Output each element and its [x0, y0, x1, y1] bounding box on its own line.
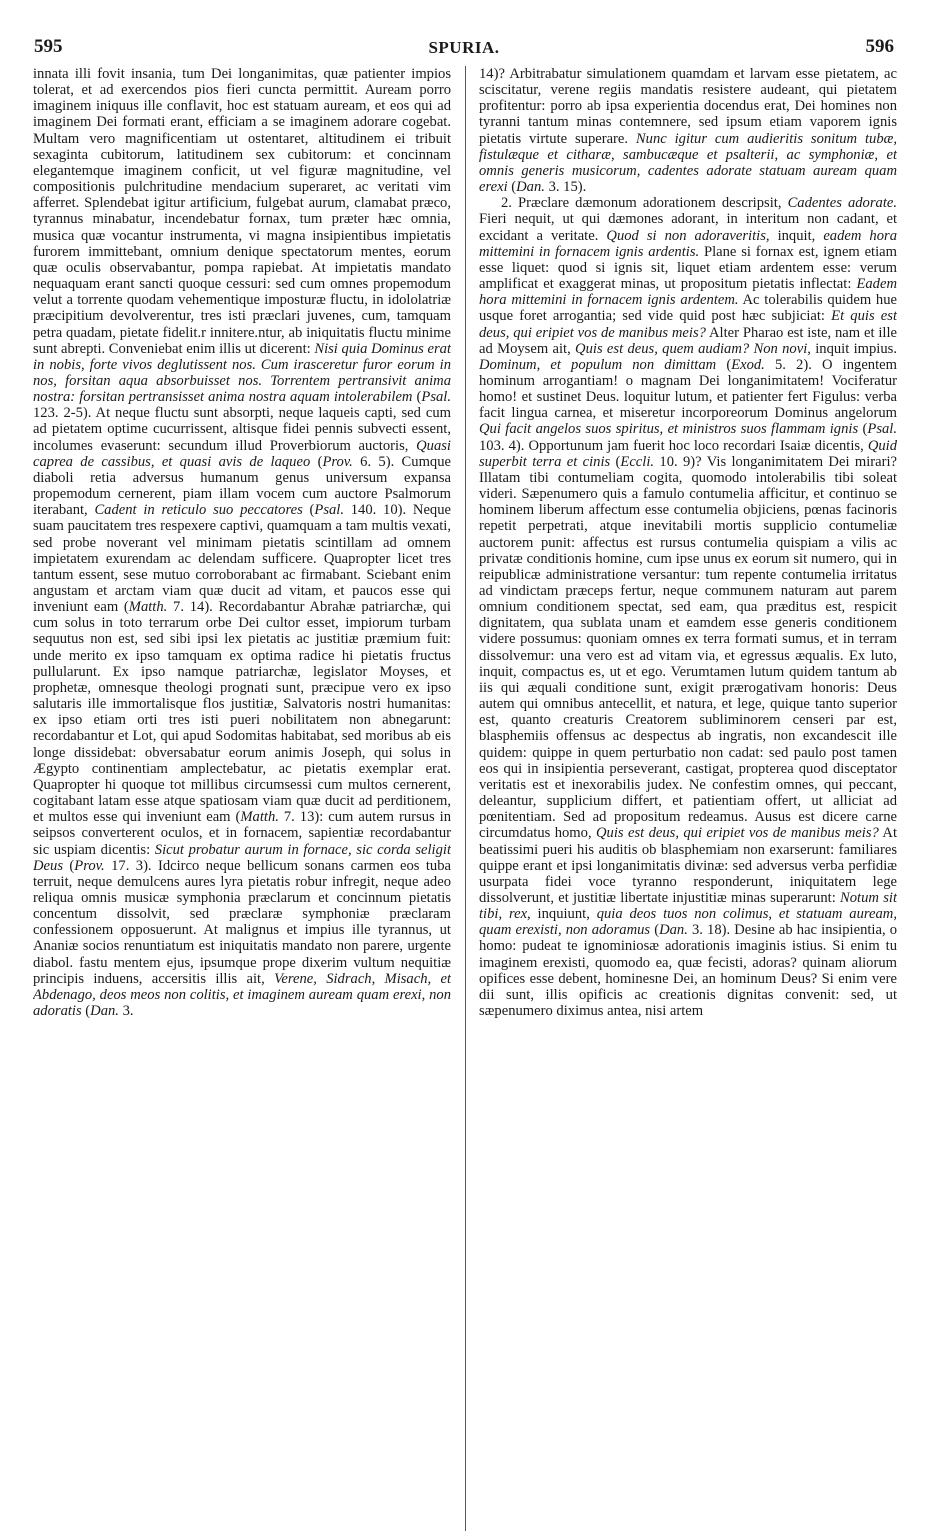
text-segment: Fieri nequit, ut qui dæmones adorant, in interitum non cadant, et excidant a veritate. [479, 211, 897, 244]
text-segment: ( [63, 857, 75, 874]
text-segment: 140. 10). Neque suam paucitatem tres respexere captivi, quamquam a tam multis vexati, sed probe noverant vel minimam pietatis scintillam ad omnem impietatem exurendam ac delendam sufficere. Quapropter licet tres tantum essent, sese mutuo corroborabant ac firmabant. Sciebant enim angustam et arctam viam quæ ducit ad vitam, et paucos esse qui inveniunt eam ( [33, 502, 451, 616]
left-column [33, 66, 451, 1534]
column-divider [465, 66, 466, 1531]
italic-segment: Matth. [128, 599, 168, 616]
italic-segment: Dan. [659, 922, 688, 939]
italic-segment: Matth. [240, 809, 279, 826]
italic-segment: Quod si non adoraveritis, [606, 227, 770, 244]
text-segment: ( [412, 389, 422, 406]
text-segment: Plane si fornax est, ignem etiam esse liquet: quod si ignis sit, liquet etiam ardentem esse: verum amplificat et exaggerat minas, ut propositum pietatis inflectat: [479, 243, 897, 293]
left-column-text [33, 66, 451, 1019]
text-segment: 10. 9)? Vis longanimitatem Dei mirari? Illatam tibi contumeliam cogita, quomodo intolerabilis tibi soleat videri. Sæpenumero quis a famulo contumelia afficitur, et continuo se hominem liberum affectum esse contumelia objiciens, pœnas facinoris repetit perpetrati, atque inevitabili mortis supplicio contumeliæ auctorem punit: affectus est rursus contumelia quispiam a vilis ac privatæ conditionis homine, cum ipse unus ex eorum sit numero, qui in reipublicæ administratione versantur: tum repente contumelia irritatus ad vindictam præceps fertur, neque communem naturam aut parem omnium conditionem spectat, sed eam, qua præditus est, respicit dignitatem, qua sublata unam et eamdem esse generis conditionem videre possumus: quoniam omnes ex terra formati sumus, et in terram dissolvemur: una vero est ad vitam via, et egressus æqualis. Ex luto, inquit, compactus es, ut et ego. Verumtamen lutum quidem tantum ab iis qui æquali conditione sunt, exigit prærogativam honoris: Deus autem qui omnibus antecellit, et natura, et lege, quique tanto superior est, quanto creaturis Creatorem subliminorem censeri par est, blasphemiis offensus ac despectus ab ingratis, non excandescit ille quidem: quippe in quem perturbatio non cadat: sed paulo post tamen eos qui in insipientia perseverant, castigat, propterea quod disceptator veritatis est et inexorabilis judex. Ne confestim omnes, qui peccant, deleantur, supplicium differt, et patientiam offert, ut alliciat ad pœnitentiam. Sed ad propositum redeamus. Ausus est dicere carne circumdatus homo, [479, 453, 897, 842]
italic-segment: Quasi caprea de cassibus, et quasi avis de laqueo [33, 437, 451, 470]
text-segment: 3. 15). [544, 179, 587, 196]
italic-segment: Qui facit angelos suos spiritus, et ministros suos flammam ignis [479, 421, 859, 438]
right-column [479, 66, 897, 1534]
italic-segment: Sicut probatur aurum in fornace, sic corda seligit Deus [33, 841, 451, 874]
italic-segment: Prov. [322, 453, 353, 470]
right-column-paragraph-1 [479, 66, 897, 195]
text-segment: inquit impius. [810, 340, 897, 357]
text-segment: 14)? Arbitrabatur simulationem quamdam et larvam esse pietatem, ac sciscitatur, verene regiis mandatis resistere audeant, qui pietatem profitentur: porro ab ipsa experientia docendus erat, Dei homines non tyranni tantum minas contemnere, sed ipsum etiam vaporem ignis pietatis virtute superare. [479, 66, 897, 147]
text-segment: 3. 18). Desine ab hac insipientia, o homo: pudeat te ignominiosæ adorationis imaginis istius. Si enim tu imaginem erexisti, quomodo ea, quæ fecisti, adoras? quinam aliorum opifices esse debent, hominesne Dei, an hominum Deus? Si enim vere dii sunt, illis opificis ac creationis dignitas convenit: sed, ut sæpenumero diximus antea, nisi artem [479, 922, 897, 1020]
text-segment: inquit, [769, 227, 824, 244]
italic-segment: Psal. [314, 502, 344, 519]
text-segment: innata illi fovit insania, tum Dei longanimitas, quæ patienter impios tolerat, et ad exercendos pios fieri cuncta permittit. Auream porro imaginem iniquus ille conflavit, hoc est statuam auream, et eos qui ad imaginem Dei formati erant, efficiam a se imaginem adorare cogebat. Multam vero magnificentiam ut ostentaret, altitudinem ei tribuit sexaginta cubitorum, latitudinem sex cubitorum: et concinnam elegantemque imaginem conficit, ut vel figuræ magnitudine, vel compositionis pulchritudine mendacium superaret, ac veritati vim afferret. Splendebat igitur artificium, fulgebat aurum, clamabat præco, tyrannus minabatur, incendebatur fornax, tum præter hæc omnia, musica quæ vocantur instrumenta, vi magna insipientibus impietatis furorem immittebant, omnium denique spectatorum mentes, eorum quæ oculis observabantur, pompa rapiebat. At impietatis mandato nequaquam erant sancti quoque cessuri: sed cum omnes propemodum velut a torrente quodam vehementique imposturæ fluctu, in idololatriæ præcipitium devolverentur, tres isti præclari juvenes, cum, tamquam petra quadam, pietate fidelit.r innitere.ntur, ab iniquitatis fluctu minime sunt abrepti. Conveniebat enim illis ut dicerent: [33, 66, 451, 357]
text-segment: 123. 2-5). At neque fluctu sunt absorpti, neque laqueis capti, sed cum ad pietatem optime cucurrissent, altisque fidei pennis subvecti essent, incolumes evaserunt: secundum illud Proverbiorum auctoris, [33, 405, 451, 454]
page-number-right: 596 [865, 36, 894, 57]
italic-segment: Psal. [421, 389, 451, 406]
text-segment: ( [650, 922, 660, 939]
page-header [34, 36, 894, 66]
text-segment: ( [81, 1003, 91, 1020]
italic-segment: Dan. [516, 179, 545, 196]
italic-segment: Et quis est deus, qui eripiet vos de manibus meis? [479, 308, 897, 341]
text-segment: inquiunt, [530, 906, 597, 923]
text-segment: 6. 5). Cumque diaboli retia adversus humanum genus universum expansa propemodum cernerent, piam illam vocem cum auctore Psalmorum iterabant, [33, 453, 451, 519]
italic-segment: eadem hora mittemini in fornacem ignis ardentis. [479, 227, 897, 260]
text-segment: 5. 2). O ingentem hominum arrogantiam! o magnam Dei longanimitatem! Vociferatur homo! et sustinet Deus. loquitur lutum, et patienter fert Figulus: verba facit lingua carnea, et miseretur incorporeorum Dominus angelorum [479, 356, 897, 422]
italic-segment: Quid superbit terra et cinis [479, 437, 897, 470]
italic-segment: Verene, Sidrach, Misach, et Abdenago, deos meos non colitis, et imaginem auream quam erexi, non adoratis [33, 970, 451, 1020]
text-segment: 103. 4). Opportunum jam fuerit hoc loco recordari Isaiæ dicentis, [479, 437, 868, 454]
page-number-left: 595 [34, 36, 63, 57]
text-segment: ( [507, 179, 517, 196]
text-segment: ( [858, 421, 868, 438]
text-segment: 2. Præclare dæmonum adorationem descripsit, [501, 195, 788, 212]
text-segment: Alter Pharao est iste, nam et ille ad Moysem ait, [479, 324, 897, 357]
italic-segment: quia deos tuos non colimus, et statuam auream, quam erexisti, non adoramus [479, 906, 897, 939]
text-segment: ( [716, 356, 732, 373]
italic-segment: Exod. [731, 356, 765, 373]
text-segment: ( [302, 502, 315, 519]
italic-segment: Quis est deus, qui eripiet vos de manibus meis? [596, 825, 879, 842]
text-segment: ( [310, 453, 323, 470]
italic-segment: Cadentes adorate. [787, 195, 897, 212]
text-segment: 7. 13): cum autem rursus in seipsos converterent oculos, et in fornacem, sapientiæ recordabantur sic uspiam dicentis: [33, 809, 451, 858]
text-segment: At beatissimi pueri his auditis ob blasphemiam non exarserunt: familiares quippe erant et ipsi longanimitatis divinæ: sed adversus verba perfidiæ usurpata fidei voce tyranno responderunt, iniquitatem lege dissolverunt, et justitiæ libertate injustitiæ minas superarunt: [479, 825, 897, 906]
text-segment: 7. 14). Recordabantur Abrahæ patriarchæ, qui cum solus in toto terrarum orbe Dei cultor esset, impiorum turbam sequutus non est, sed sibi ipsi lex pietatis ac justitiæ præmium fuit: unde merito ex ipso tamquam ex optima radice hi pietatis fructus pullularunt. Ex ipso namque patriarchæ, legislator Moyses, et prophetæ, omnesque theologi prognati sunt, præcipue vero ex ipso salutaris ille immortalisque flos justitiæ, Salvatoris nostri humanitas: ex ipso etiam orti tres isti pueri nobilitatem non abnegarunt: recordabantur et Lot, qui apud Sodomitas habitabat, sed moribus ab eis longe dissidebat: obversabatur eorum animis Joseph, qui solus in Ægypto continentiam amplectebatur, ac pietatis exemplar erat. Quapropter hi quoque tot millibus circumsessi cum multos cernerent, cogitabant latam esse atque spatiosam viam quæ ducit ad perditionem, et multos esse qui inveniunt eam ( [33, 599, 451, 826]
right-column-paragraph-2 [479, 195, 897, 1019]
italic-segment: Cadent in reticulo suo peccatores [94, 502, 303, 519]
italic-segment: Prov. [74, 857, 105, 874]
italic-segment: Psal. [867, 421, 897, 438]
text-segment: Ac tolerabilis quidem hue usque foret arrogantia; sed vide quid post hæc subjiciat: [479, 292, 897, 325]
italic-segment: Notum sit tibi, rex, [479, 889, 897, 923]
italic-segment: Dominum, et populum non dimittam [479, 356, 717, 373]
running-title: SPURIA. [428, 38, 500, 57]
text-segment: 3. [118, 1003, 134, 1020]
text-segment: 17. 3). Idcirco neque bellicum sonans carmen eos tuba terruit, neque demulcens aures lyra pietatis robur infregit, neque adeo reliqua omnis musicæ symphonia præclarum et concinnum pietatis concentum dissolvit, sed præclaræ symphoniæ præclaram confessionem opposuerunt. At malignus et impius ille tyrannus, ut Ananiæ socios renuntiatum est iniquitatis mandato non parere, urgente diabol. fastu mentem ejus, ipsumque prope dixerim vultum nequitiæ principis induens, accersitis illis ait, [33, 857, 451, 987]
italic-segment: Nunc igitur cum audieritis sonitum tubæ, fistulæque et citharæ, sambucæque et psalterii, ac symphoniæ, et omnis generis musicorum, cadentes adorate statuam auream quam erexi [479, 130, 897, 196]
italic-segment: Eadem hora mittemini in fornacem ignis ardentem. [479, 276, 897, 309]
italic-segment: Eccli. [620, 453, 655, 470]
italic-segment: Dan. [90, 1003, 119, 1020]
text-segment: ( [610, 453, 621, 470]
italic-segment: Quis est deus, quem audiam? Non novi, [575, 340, 811, 357]
italic-segment: Nisi quia Dominus erat in nobis, forte vivos deglutissent nos. Cum irasceretur furor eorum in nos, forsitan aqua absorbuisset nos. Torrentem pertransivit anima nostra: forsitan pertransisset anima nostra aquam intolerabilem [33, 340, 451, 406]
